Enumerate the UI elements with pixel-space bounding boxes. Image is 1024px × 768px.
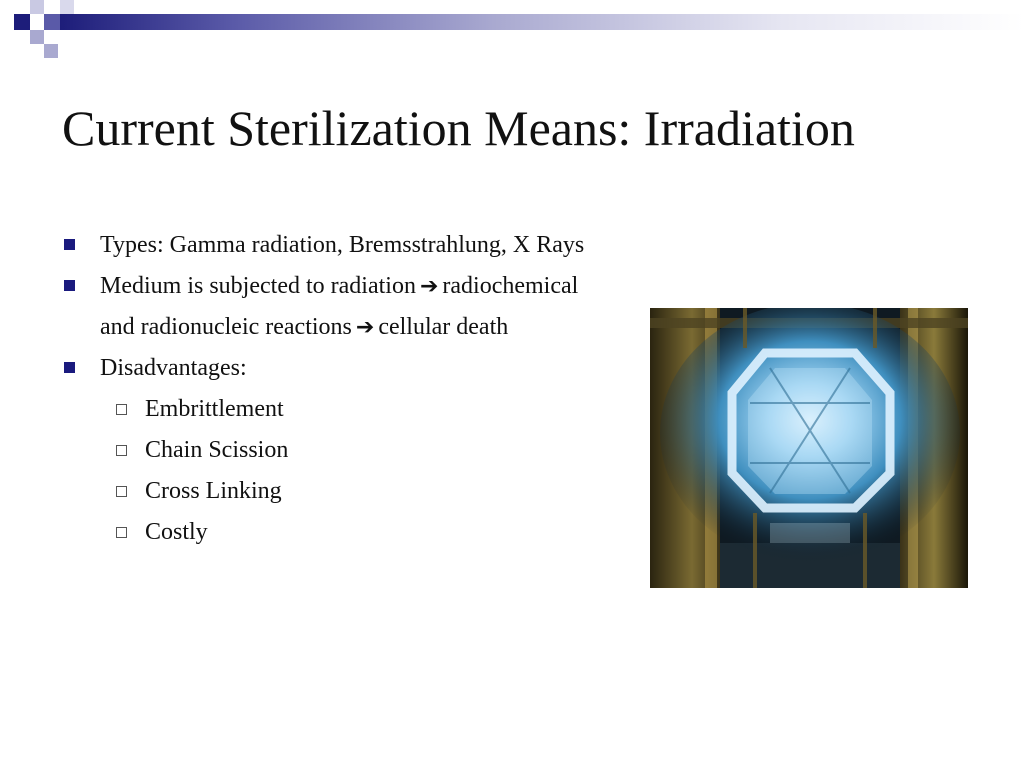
decor-square bbox=[14, 14, 30, 30]
square-bullet-icon bbox=[64, 239, 75, 250]
sub-bullet-text: Cross Linking bbox=[145, 478, 282, 504]
decor-square bbox=[60, 0, 74, 14]
sub-bullet-text: Chain Scission bbox=[145, 437, 289, 463]
square-bullet-icon bbox=[64, 280, 75, 291]
hollow-square-bullet-icon bbox=[116, 404, 127, 415]
sub-bullet-item bbox=[62, 471, 662, 512]
bullet-item-medium bbox=[62, 266, 662, 348]
header-gradient-bar bbox=[60, 14, 1024, 30]
sub-bullet-text: Embrittlement bbox=[145, 396, 284, 422]
irradiation-photo-drawing bbox=[650, 308, 968, 588]
bullet-item-disadvantages bbox=[62, 348, 662, 389]
hollow-square-bullet-icon bbox=[116, 445, 127, 456]
sub-bullet-item bbox=[62, 512, 662, 553]
decor-square bbox=[44, 14, 60, 30]
sub-bullet-item bbox=[62, 389, 662, 430]
irradiation-photo bbox=[650, 308, 968, 588]
decor-square bbox=[30, 0, 44, 14]
decor-square bbox=[30, 30, 44, 44]
decor-square bbox=[44, 44, 58, 58]
hollow-square-bullet-icon bbox=[116, 527, 127, 538]
bullet-text: Disadvantages: bbox=[100, 355, 247, 381]
header-decoration bbox=[0, 0, 1024, 60]
hollow-square-bullet-icon bbox=[116, 486, 127, 497]
bullet-text: Types: Gamma radiation, Bremsstrahlung, X Rays bbox=[100, 232, 585, 258]
sub-bullet-text: Costly bbox=[145, 519, 208, 545]
bullet-text: radiochemical bbox=[442, 273, 579, 299]
bullet-item-types bbox=[62, 225, 662, 266]
sub-bullet-item bbox=[62, 430, 662, 471]
bullet-text: Medium is subjected to radiation bbox=[100, 273, 416, 299]
bullet-text: and radionucleic reactions bbox=[100, 314, 352, 340]
square-bullet-icon bbox=[64, 362, 75, 373]
bullet-text: cellular death bbox=[378, 314, 509, 340]
right-arrow-icon: ➔ bbox=[355, 315, 375, 340]
bullet-list bbox=[62, 225, 662, 553]
slide-title: Current Sterilization Means: Irradiation bbox=[62, 100, 855, 156]
right-arrow-icon: ➔ bbox=[419, 274, 439, 299]
